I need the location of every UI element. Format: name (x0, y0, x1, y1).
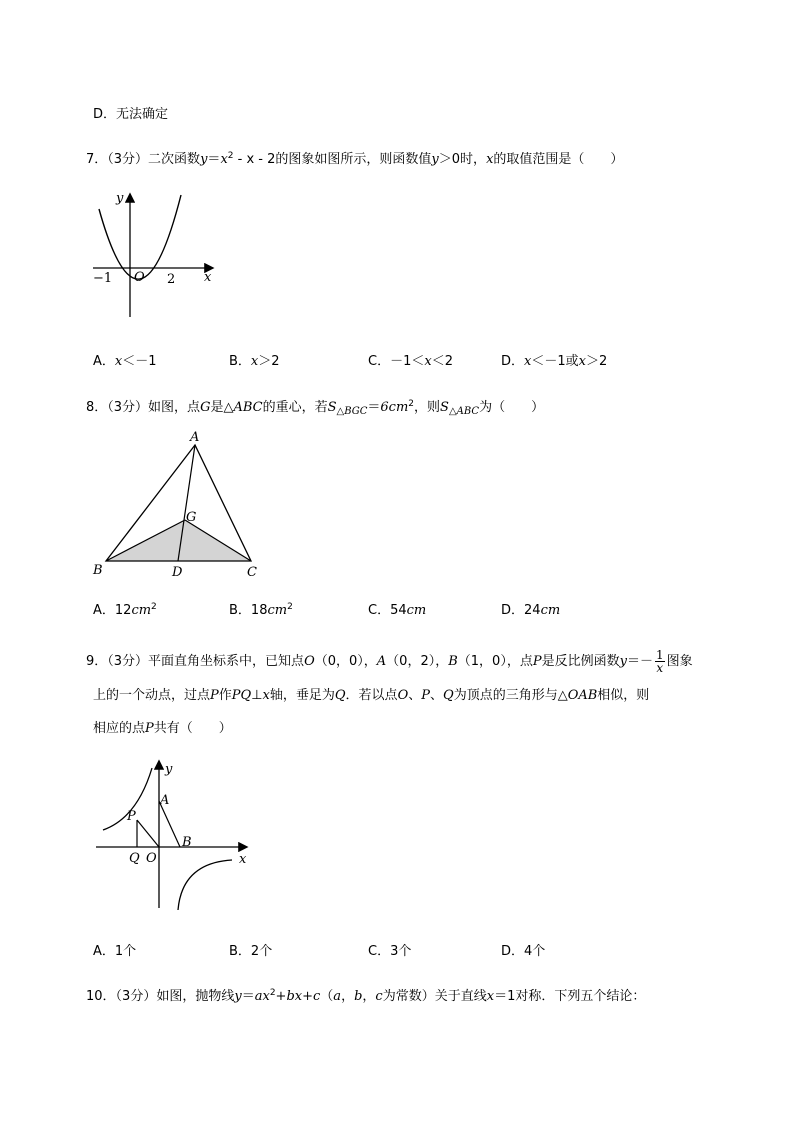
q9-segment-po (137, 820, 159, 847)
q9-stem-line-2: 上的一个动点，过点P作PQ⊥x轴，垂足为Q．若以点O、P、Q为顶点的三角形与△OAB相似，则 (93, 688, 650, 703)
q9-option-a: A．1个 (93, 944, 137, 959)
q8-label-a: A (190, 430, 200, 445)
q7-parabola-curve (99, 195, 181, 279)
q8-option-b: B．$18cm^2$ (229, 602, 293, 618)
q9-label-q: Q (129, 851, 140, 866)
q8-option-d: D．24cm (501, 603, 561, 618)
q7-option-a: A．x＜－1 (93, 354, 157, 369)
q7-option-c: C．－1＜x＜2 (368, 354, 453, 369)
q8-stem: 8．（3分）如图，点G是△ABC的重心，若$S_{\triangle BGC}=6cm^2$，则$S_{\triangle ABC}$为（ ） (86, 399, 545, 417)
q8-label-g: G (186, 510, 197, 525)
q9-label-o: O (146, 851, 157, 866)
q7-y-label: y (116, 191, 124, 206)
q9-y-label: y (165, 762, 173, 777)
q8-triangle-figure (88, 425, 273, 585)
q8-label-c: C (247, 565, 257, 580)
q9-label-b: B (182, 835, 192, 850)
q9-hyperbola-figure (92, 758, 252, 913)
q10-stem: 10．（3分）如图，抛物线$y=ax^2+bx+c(a$，b，c为常数）关于直线x＝1对称．下列五个结论： (86, 988, 646, 1004)
q8-option-a: A．$12cm^2$ (93, 602, 157, 618)
q9-fraction: $\frac{1}{x}$ (655, 648, 664, 675)
q8-label-d: D (172, 565, 183, 580)
q9-stem-line-1: 9．（3分）平面直角坐标系中，已知点O（0，0），A（0，2），B（1，0），点P是反比例函数y＝－ $\frac{1}{x}$ 图象 (86, 648, 693, 675)
q9-stem-line-3: 相应的点P共有（ ） (93, 721, 232, 736)
q9-option-c: C．3个 (368, 944, 412, 959)
q7-stem: 7．（3分）二次函数$y=x^2 - x - 2$的图象如图所示，则函数值y＞0时，x的取值范围是（ ） (86, 151, 624, 167)
q7-parabola-figure (88, 185, 223, 325)
q7-option-d: D．x＜－1或x＞2 (501, 354, 608, 369)
q7-option-b: B．x＞2 (229, 354, 280, 369)
q6-option-d: D．无法确定 (93, 107, 169, 122)
q9-option-d: D．4个 (501, 944, 546, 959)
q7-x-label: x (204, 270, 212, 285)
q7-two-label: 2 (167, 272, 176, 287)
q9-label-a: A (160, 793, 170, 808)
q9-hyperbola-branch-lower-right (178, 860, 232, 910)
q9-x-label: x (239, 852, 247, 867)
q8-option-c: C．54cm (368, 603, 427, 618)
q7-origin-label: O (134, 270, 145, 285)
q7-minus-one-label: −1 (93, 271, 113, 286)
q8-label-b: B (93, 563, 103, 578)
q9-label-p: P (127, 809, 136, 824)
q9-option-b: B．2个 (229, 944, 273, 959)
